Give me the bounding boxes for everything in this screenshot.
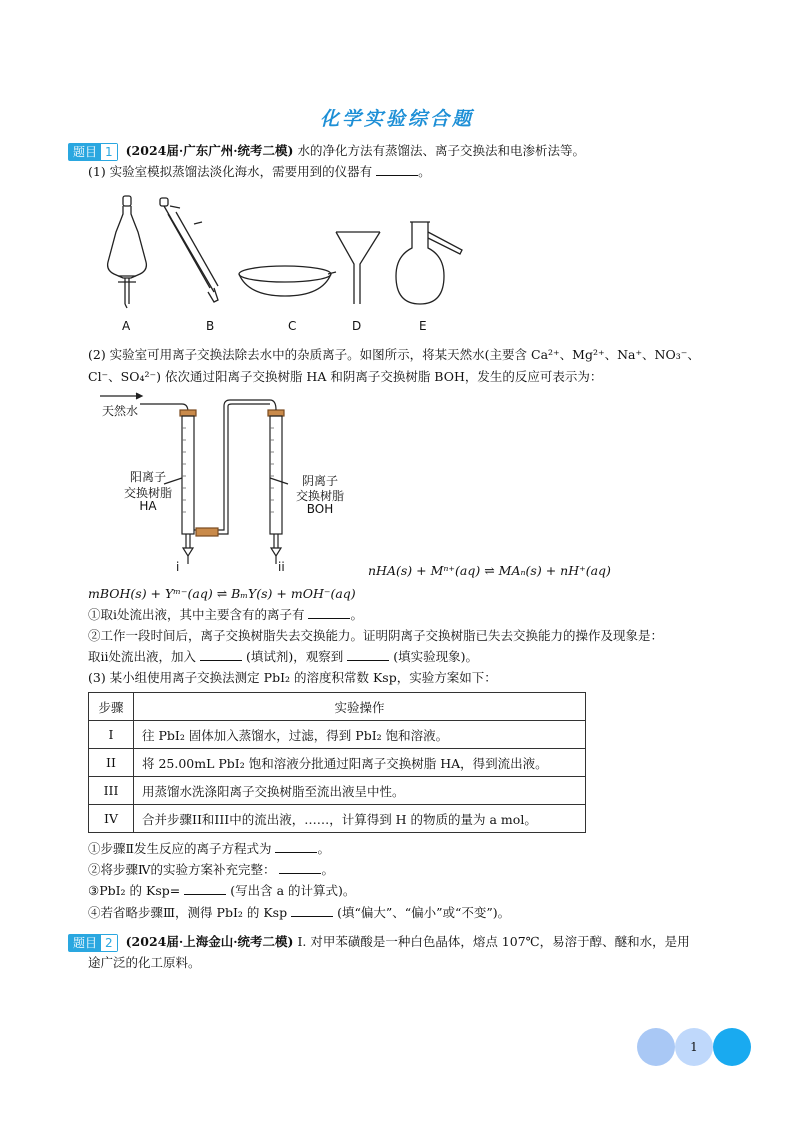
steps-table [88,692,586,833]
label-anion-1: 阴离子 [301,474,338,488]
apparatus-label-e: E [419,319,427,333]
subquestion-2-1 [88,606,363,624]
pager-circle-left [637,1028,675,1066]
question-1-badge [68,143,118,161]
label-outlet-i: i [176,560,180,574]
answer-blank [200,648,242,661]
step-operation: 将 25.00mL PbI₂ 饱和溶液分批通过阳离子交换树脂 HA，得到流出液。 [134,749,586,777]
separatory-funnel-icon [108,196,147,308]
text: 取ⅱ处流出液，加入 [88,649,196,664]
step-number: I [89,721,134,749]
subquestion-2-2-line-1: ②工作一段时间后，离子交换树脂失去交换能力。证明阴离子交换树脂已失去交换能力的操作及现象是： [88,628,664,643]
step-operation: 往 PbI₂ 固体加入蒸馏水，过滤，得到 PbI₂ 饱和溶液。 [134,721,586,749]
text: ①步骤Ⅱ发生反应的离子方程式为 [88,841,272,856]
equation-anion: mBOH(s) + Yᵐ⁻(aq) ⇌ BₘY(s) + mOH⁻(aq) [88,586,356,601]
step-number: IV [89,805,134,833]
punctuation: 。 [317,841,330,856]
header-step: 步骤 [89,693,134,721]
text: (填试剂)，观察到 [245,649,344,664]
subquestion-3-3 [88,882,355,900]
part-3-prompt: (3) 某小组使用离子交换法测定 PbI₂ 的溶度积常数 Ksp，实验方案如下： [88,670,497,685]
table-row [89,805,586,833]
badge-number: 1 [101,144,117,160]
evaporating-dish-icon [239,266,336,296]
step-operation: 合并步骤II和III中的流出液，……，计算得到 H 的物质的量为 a mol。 [134,805,586,833]
question-2-line-2: 途广泛的化工原料。 [88,955,201,970]
table-header-row [89,693,586,721]
apparatus-label-d: D [352,319,362,333]
step-number: III [89,777,134,805]
question-1-intro: 水的净化方法有蒸馏法、离子交换法和电渗析法等。 [297,143,585,158]
question-2-line-1: Ⅰ. 对甲苯磺酸是一种白色晶体，熔点 107℃，易溶于醇、醚和水，是用 [297,934,690,949]
pager-circle-right [713,1028,751,1066]
subquestion-3-2 [88,861,334,879]
funnel-icon [336,232,380,304]
table-row [89,721,586,749]
text: (填实验现象)。 [393,649,478,664]
label-natural-water: 天然水 [102,404,139,418]
question-2-badge [68,934,118,952]
punctuation: 。 [418,164,431,179]
part-1-text: (1) 实验室模拟蒸馏法淡化海水，需要用到的仪器有 [88,164,373,179]
part-2-line-1: (2) 实验室可用离子交换法除去水中的杂质离子。如图所示，将某天然水(主要含 Ca²⁺、Mg²⁺、Na⁺、NO₃⁻、 [88,347,700,362]
answer-blank [308,606,350,619]
step-number: II [89,749,134,777]
equation-cation: nHA(s) + Mⁿ⁺(aq) ⇌ MAₙ(s) + nH⁺(aq) [368,563,611,578]
label-cation-2: 交换树脂 [123,486,172,500]
pager-circle-middle [675,1028,713,1066]
page-indicator [637,1028,751,1066]
table-row [89,777,586,805]
distillation-flask-icon [396,222,462,304]
subquestion-3-4 [88,904,510,922]
apparatus-figure [90,192,480,317]
apparatus-label-c: C [288,319,297,333]
subquestion-2-2-line-2 [88,648,478,666]
badge-label: 题目 [69,144,101,160]
text: ③PbI₂ 的 Ksp= [88,883,181,898]
part-1-prompt [88,163,431,181]
part-2-line-2: Cl⁻、SO₄²⁻) 依次通过阳离子交换树脂 HA 和阴离子交换树脂 BOH，发生的反应可表示为： [88,369,603,384]
question-2-source: (2024届·上海金山·统考二模) [125,934,294,949]
answer-blank [275,840,317,853]
question-1-source: (2024届·广东广州·统考二模) [125,143,294,158]
punctuation: 。 [350,607,363,622]
answer-blank [347,648,389,661]
answer-blank [376,163,418,176]
step-operation: 用蒸馏水洗涤阳离子交换树脂至流出液呈中性。 [134,777,586,805]
question-2-header [68,933,690,952]
label-anion-3: BOH [306,502,334,516]
header-operation: 实验操作 [134,693,586,721]
label-outlet-ii: ii [278,560,285,574]
table-row [89,749,586,777]
subquestion-3-1 [88,840,330,858]
condenser-icon [160,198,218,302]
label-cation-1: 阳离子 [129,470,166,484]
text: ②将步骤Ⅳ的实验方案补充完整： [88,862,276,877]
label-anion-2: 交换树脂 [295,489,344,503]
text: ①取ⅰ处流出液，其中主要含有的离子有 [88,607,305,622]
text: ④若省略步骤Ⅲ，测得 PbI₂ 的 Ksp [88,905,288,920]
badge-number: 2 [101,935,117,951]
badge-label: 题目 [69,935,101,951]
text: (写出含 a 的计算式)。 [230,883,356,898]
apparatus-label-b: B [206,319,215,333]
page-number: 1 [690,1040,698,1054]
punctuation: 。 [321,862,334,877]
answer-blank [279,861,321,874]
question-1-header [68,142,585,161]
label-cation-3: HA [139,499,157,513]
answer-blank [291,904,333,917]
answer-blank [184,882,226,895]
apparatus-label-a: A [122,319,131,333]
page-title: 化学实验综合题 [319,108,474,130]
text: (填“偏大”、“偏小”或“不变”)。 [337,905,511,920]
